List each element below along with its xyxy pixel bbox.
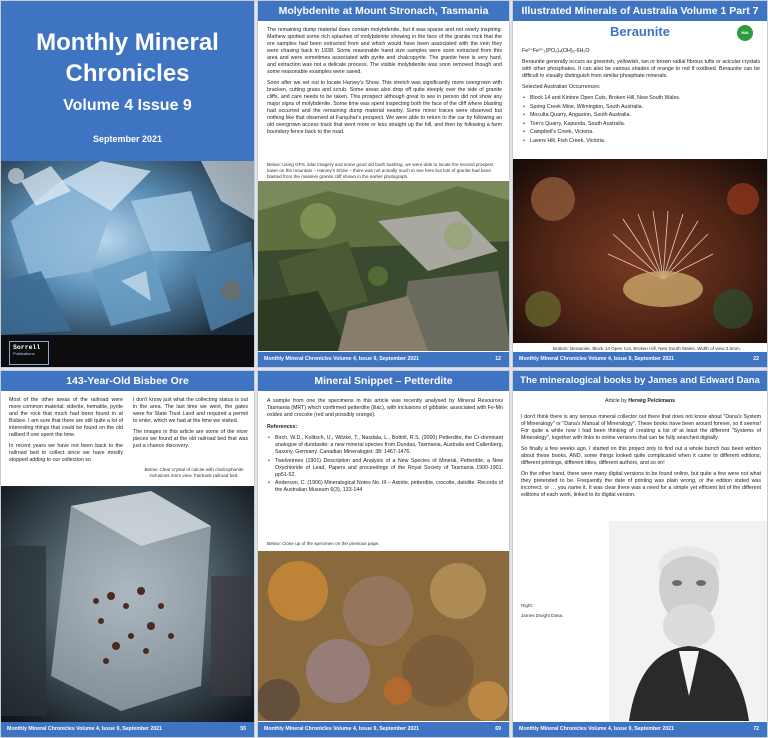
list-item: • Tom's Quarry, Kapunda, South Australia.	[522, 121, 760, 128]
page-number: 22	[753, 356, 759, 362]
article-body	[521, 414, 761, 503]
list-item: • Moculta Quarry, Angaston, South Australia.	[522, 112, 760, 119]
paragraph: Most of the other areas of the railroad were more common material: siderite, hematite, pyrite and the rock that much had been found in at Bisbee. I am sure that there are still quite a lot of interesting things that could be found on the old railbed if one spent the time.	[9, 397, 123, 438]
cover-date: September 2021	[92, 134, 163, 144]
article-column-2	[133, 397, 248, 454]
portrait-james-dana	[609, 521, 768, 721]
page-title-dana: The mineralogical books by James and Edward Dana	[513, 371, 767, 391]
photo-beraunite	[513, 159, 768, 343]
footer-text: Monthly Mineral Chronicles Volume 4, Issue 9, September 2021	[264, 726, 420, 732]
footer-text: Monthly Mineral Chronicles Volume 4, Issue 9, September 2021	[264, 356, 420, 362]
page-dana-books[interactable]	[512, 370, 768, 738]
occurrence-list	[522, 95, 760, 145]
photo-caption: Below: Using GPS, lidar imagery and some good old bush bashing, we were able to locate the second prospect lower on the mountain – Harvey's Show – there was not actually much to see here but lots of granite had been blasted from the massive granite cliff shown in the earlier photograph.	[267, 162, 494, 179]
page-number: 12	[495, 356, 501, 362]
paragraph: So finally a few weeks ago, I started on this project only to find out a whole bunch has been written about these books, AND, some things looked quite complicated when it came to different editions, different printings, different titles, different authors, and so on!	[521, 446, 761, 466]
cover-volume: Volume 4 Issue 9	[63, 97, 192, 114]
page-footer	[513, 352, 767, 367]
portrait-caption	[521, 603, 601, 619]
byline-prefix: Article by	[604, 398, 627, 404]
page-footer	[1, 722, 254, 737]
publisher-logo-sub: Publications	[13, 351, 35, 356]
paragraph: The images in this article are some of the nicer pieces we found at the old railroad bed that was just a chance discovery.	[133, 429, 248, 449]
photo-bush-granite	[258, 181, 510, 351]
page-beraunite[interactable]	[512, 0, 768, 368]
ima-badge	[737, 25, 753, 41]
page-molybdenite[interactable]	[257, 0, 510, 368]
page-number: 55	[240, 726, 246, 732]
photo-caption: Below: Clear crystal of calcite with chalcophanite inclusions 4mm view. Fairbank railroad bed.	[144, 467, 244, 478]
paragraph: In recent years we have not been back to the railroad bed to collect since we have mostly stopped adding to our collection so	[9, 443, 123, 463]
photo-caption: Bottom: Beraunite, Block 14 Open Cut, Broken Hill, New South Wales. Width of view 3.5mm.	[553, 346, 741, 351]
cover-title-line1: Monthly Mineral	[36, 29, 219, 56]
caption-label: Right:	[521, 603, 534, 608]
list-heading: Selected Australian Occurrences:	[522, 84, 601, 90]
photo-calcite-crystal	[1, 486, 255, 724]
photo-petterdite-specimen	[258, 551, 510, 721]
list-item: • Lavers Hill, Fish Creek, Victoria.	[522, 138, 760, 145]
reference-item: • Twelvetrees (1901) Description and Analysis of a New Species of Mineral, Petterdite, a New Oxychloride of Lead, Papers and proceedings of the Royal Society of Tasmania 1900-1901. pp51-52.	[267, 458, 503, 479]
paragraph: A sample from one the specimens in this article was recently analysed by Mineral Resources Tasmania (MRT) which confirmed petterdite (lilac), with inclusions of gibbsite; associated with Fe-Mn oxides and crocoite (red and possibly orange).	[267, 398, 503, 418]
ima-badge-label: IMA	[741, 30, 749, 35]
photo-caption: Below: Close up of the specimen on the previous page.	[267, 541, 380, 546]
page-petterdite[interactable]	[257, 370, 510, 738]
cover-title-line2: Chronicles	[65, 60, 190, 87]
page-footer	[258, 722, 509, 737]
reference-item: • Birch, W.D., Kolitsch, U., Witzke, T., Nasdala, L., Bottrill, R.S. (2000) Petterdite, the Cr-dominant analogue of dundasite: a new mineral species from Dundas, Tasmania, Australia and Callenberg, Saxony, Germany. Canadian Mineralogist: 38: 1467-1476.	[267, 435, 503, 456]
page-footer	[258, 352, 509, 367]
page-number: 72	[753, 726, 759, 732]
mineral-name: Beraunite	[610, 24, 670, 39]
footer-text: Monthly Mineral Chronicles Volume 4, Issue 9, September 2021	[519, 726, 675, 732]
paragraph: The remaining dump material does contain molybdenite, but it was sparse and not overly inspiring. Mathew spotted some rich splashes of molybdenite showing in the face of the granite rock that the ore samples had been extracted from and which would have been associated with the vein they were chasing back in 1938. Some reasonable hand size samples were soon extracted from this area and were sometimes associated with pyrite and chalcopyrite. The granite here is very hard, and extraction was not a delicate process. The visible molybdenite was soon removed though and some reasonable examples were saved.	[267, 27, 502, 75]
page-title-bisbee: 143-Year-Old Bisbee Ore	[1, 371, 254, 391]
author-name: Herwig Pelckmans	[628, 398, 676, 404]
reference-list	[267, 435, 503, 494]
list-item: • Campbell's Creek, Victoria.	[522, 129, 760, 136]
cover-photo-blue-crystals	[1, 161, 255, 335]
reference-item: • Anderson, C. (1906) Mineralogical Notes No. III – Axinite, petterdite, crocoite, datolite. Records of the Australian Museum 6(3), 133-144	[267, 480, 503, 494]
list-item: • Spring Creek Mine, Wilmington, South Australia.	[522, 104, 760, 111]
cover-title	[1, 27, 254, 89]
publisher-logo[interactable]	[9, 341, 49, 365]
article-column-1	[9, 397, 123, 468]
footer-text: Monthly Mineral Chronicles Volume 4, Issue 9, September 2021	[519, 356, 675, 362]
footer-text: Monthly Mineral Chronicles Volume 4, Issue 9, September 2021	[7, 726, 163, 732]
list-item: • Block 14 and Kintore Open Cuts, Broken Hill, New South Wales.	[522, 95, 760, 102]
mineral-description	[522, 59, 760, 146]
paragraph: I don't know just what the collecting status is out in the area. The last time we went, the gates were for State Trust Land and required a permit to enter, which we had at the time we visited.	[133, 397, 248, 424]
page-title-molybdenite: Molybdenite at Mount Stronach, Tasmania	[258, 1, 509, 21]
paragraph: I don't think there is any serious mineral collector out there that does not know about "Dana's System of Mineralogy" or "Dana's Manual of Mineralogy". These books have been around forever, so it seems! For quite a while now I had been thinking of creating a list of at least the different "Systems of Mineralogy", together with links to online versions that can be fully searched digitally.	[521, 414, 761, 441]
cover-page[interactable]	[0, 0, 255, 368]
publisher-logo-name: Sorrell	[13, 344, 41, 351]
snippet-body	[267, 398, 503, 496]
mineral-formula: Fe²⁺Fe³⁺₅(PO₄)₄(OH)₅·6H₂O	[522, 48, 590, 54]
page-footer	[513, 722, 767, 737]
paragraph: On the other hand, there were many digital versions to be found online, but quite a few were not what they pretended to be. Frequently the date of printing was plain wrong, or the edition stated was incorrect, or … you name it. It was clear there was a need for a simple yet efficient list of the different editions of each work, linked to its digital version.	[521, 471, 761, 498]
page-title-illustrated-minerals: Illustrated Minerals of Australia Volume 1 Part 7	[513, 1, 767, 21]
page-title-petterdite: Mineral Snippet – Petterdite	[258, 371, 509, 391]
byline	[513, 398, 767, 405]
references-heading: References:	[267, 424, 298, 430]
paragraph: Soon after we set out to locate Harvey's Show. This stretch was significantly more overgrown with bracken, cutting grass and scrub. Some areas also drop off quite steeply over the side of granite cliffs, and care needs to be taken. This prospect although great to see in person did not show any major signs of molybdenite. Some time was spent inspecting both the face of the cliff where blasting had occurred and the remaining dump material nearby. Some minor traces were observed but nothing like that observed at Farquhar's prospect. We were able to return to the car by following an old overgrown access track that went more or less straight up the hill, and then by following a farm boundary fence back to the road.	[267, 80, 502, 135]
paragraph: Beraunite generally occurs as greenish, yellowish, tan or brown radial fibrous tufts or acicular crystals with other phosphates. It can also be various shades of orange to red if oxidised. Beraunite can be difficult to visually distinguish from similar phosphate minerals.	[522, 59, 760, 79]
caption-name: James Dwight Dana.	[521, 613, 564, 618]
page-number: 69	[495, 726, 501, 732]
page-bisbee[interactable]	[0, 370, 255, 738]
article-body	[267, 27, 502, 140]
